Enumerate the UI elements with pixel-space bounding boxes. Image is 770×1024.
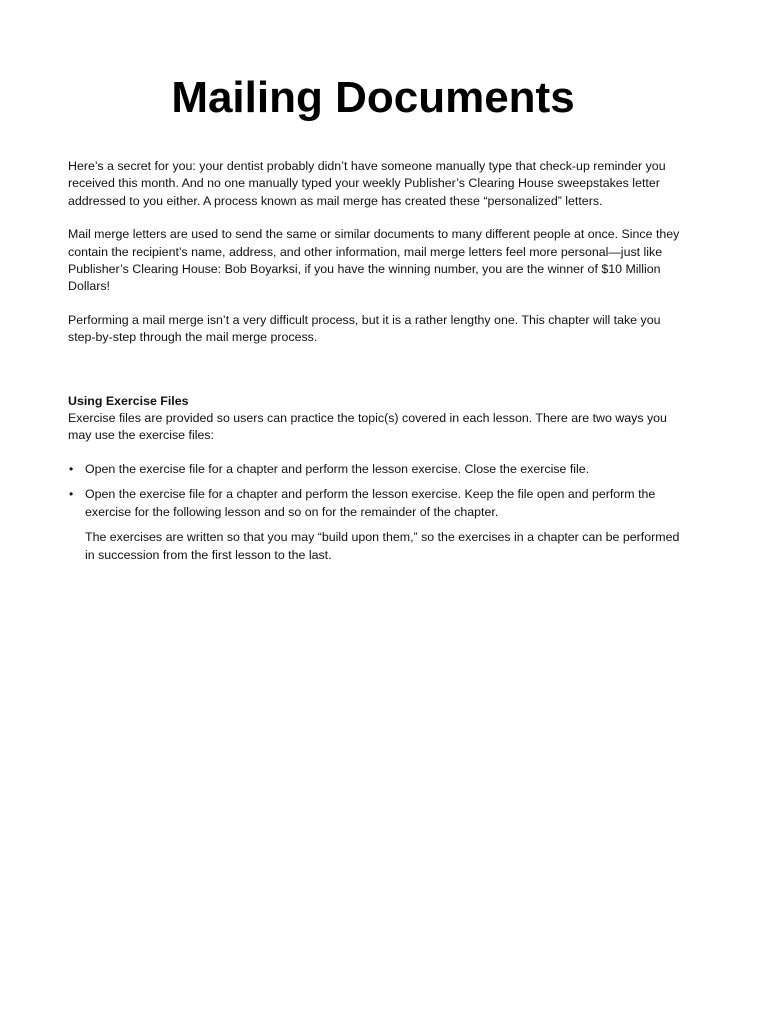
list-item xyxy=(68,461,688,478)
list-item-text: Open the exercise file for a chapter and perform the lesson exercise. Keep the file open and perform the exercise for the following lesson and so on for the remainder of the chapter. xyxy=(85,487,656,519)
list-item xyxy=(68,486,688,521)
bullet-icon: • xyxy=(69,461,74,476)
section-intro: Exercise files are provided so users can practice the topic(s) covered in each lesson. There are two ways you may use the exercise files: xyxy=(68,411,667,443)
paragraph-intro: Here’s a secret for you: your dentist probably didn’t have someone manually type that check-up reminder you received this month. And no one manually typed your weekly Publisher’s Clearing House sweepstakes letter addressed to you either. A process known as mail merge has created these “personalized” letters. xyxy=(68,159,666,208)
paragraph-mail-merge: Mail merge letters are used to send the same or similar documents to many different people at once. Since they contain the recipient’s name, address, and other information, mail merge letters feel more personal—just like Publisher’s Clearing House: Bob Boyarksi, if you have the winning number, you are the winner of $10 Million Dollars! xyxy=(68,227,680,294)
section-heading: Using Exercise Files xyxy=(68,393,189,408)
document-body xyxy=(68,158,688,564)
page-title: Mailing Documents xyxy=(171,73,575,122)
list-item-text: Open the exercise file for a chapter and perform the lesson exercise. Close the exercise file. xyxy=(85,461,590,476)
exercise-options-list xyxy=(68,461,688,521)
paragraph-process: Performing a mail merge isn’t a very difficult process, but it is a rather lengthy one. This chapter will take you step-by-step through the mail merge process. xyxy=(68,312,661,345)
exercise-note: The exercises are written so that you may “build upon them,” so the exercises in a chapter can be performed in succession from the first lesson to the last. xyxy=(85,530,680,562)
bullet-icon: • xyxy=(69,487,74,502)
